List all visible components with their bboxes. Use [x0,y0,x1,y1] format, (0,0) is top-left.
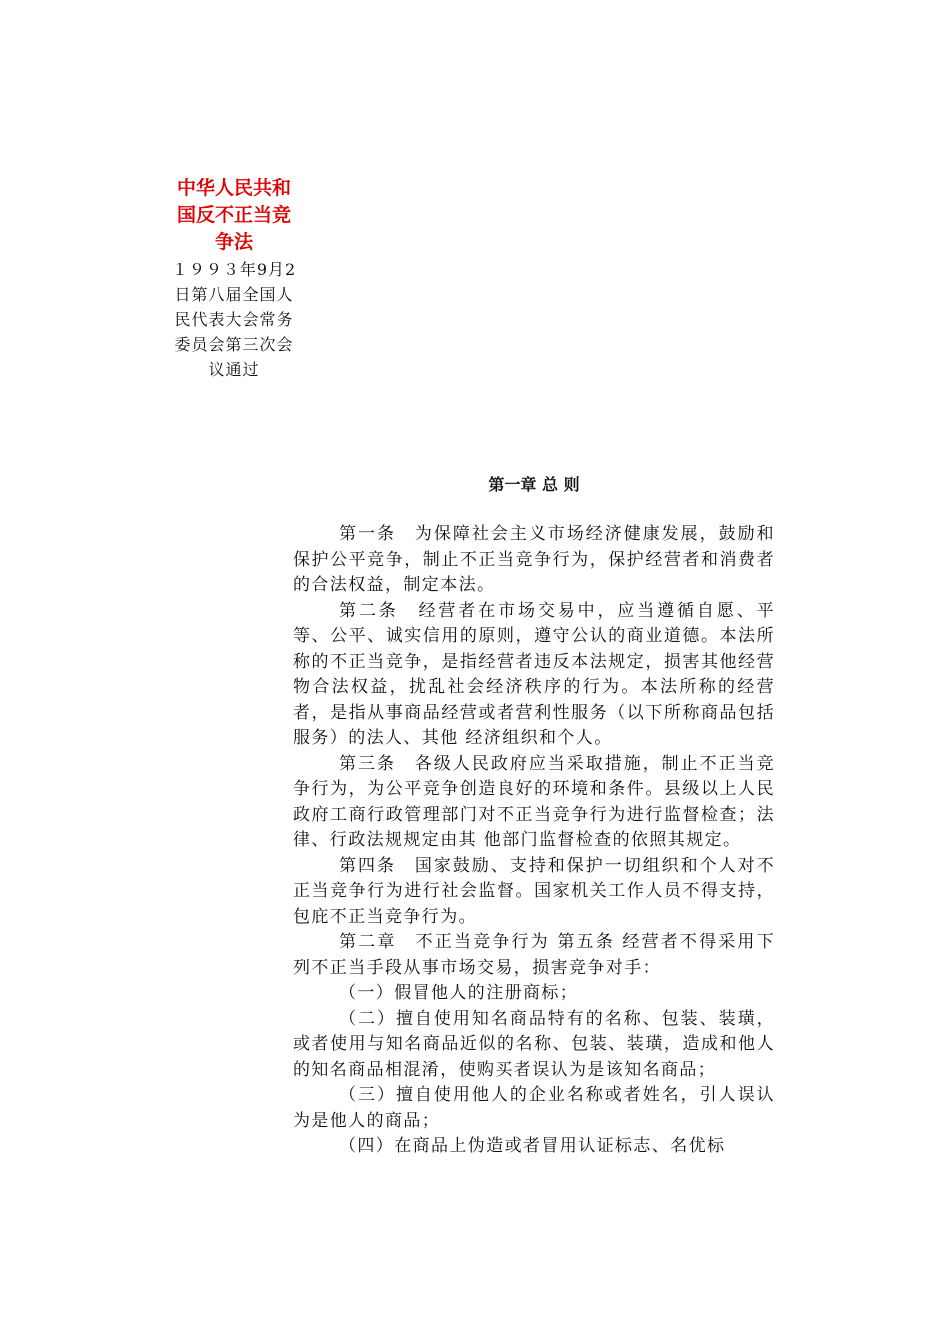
article-5-item-2: （二）擅自使用知名商品特有的名称、包装、装璜，或者使用与知名商品近似的名称、包装、装璜，造成和他人的知名商品相混淆，使购买者误认为是该知名商品； [293,1008,775,1080]
article-2: 第二条 经营者在市场交易中，应当遵循自愿、平等、公平、诚实信用的原则，遵守公认的商业道德。本法所称的不正当竞争，是指经营者违反本法规定，损害其他经营物合法权益，扰乱社会经济秩序的行为。本法所称的经营者，是指从事商品经营或者营利性服务（以下所称商品包括服务）的法人、其他 经济组织和个人。 [293,600,775,748]
article-5-item-3: （三）擅自使用他人的企业名称或者姓名，引人误认为是他人的商品； [293,1085,775,1131]
adoption-note: １９９３年9月2日第八届全国人民代表大会常务委员会第三次会议通过 [171,260,297,379]
document-sidebar [170,175,298,382]
chapter-2-article-5: 第二章 不正当竞争行为 第五条 经营者不得采用下列不正当手段从事市场交易，损害竞争对手： [293,932,775,978]
article-1: 第一条 为保障社会主义市场经济健康发展，鼓励和保护公平竞争，制止不正当竞争行为，保护经营者和消费者的合法权益，制定本法。 [293,524,775,595]
document-body [293,470,775,1160]
chapter-heading: 第一章 总 则 [488,475,580,494]
article-5-item-1: （一）假冒他人的注册商标； [339,983,579,1003]
law-title: 中华人民共和国反不正当竞争法 [176,177,291,253]
article-3: 第三条 各级人民政府应当采取措施，制止不正当竞争行为，为公平竞争创造良好的环境和条件。县级以上人民政府工商行政管理部门对不正当竞争行为进行监督检查；法律、行政法规规定由其 他部门监督检查的依照其规定。 [293,753,775,850]
article-5-item-4: （四）在商品上伪造或者冒用认证标志、名优标 [339,1136,726,1156]
article-4: 第四条 国家鼓励、支持和保护一切组织和个人对不正当竞争行为进行社会监督。国家机关工作人员不得支持，包庇不正当竞争行为。 [293,855,775,927]
